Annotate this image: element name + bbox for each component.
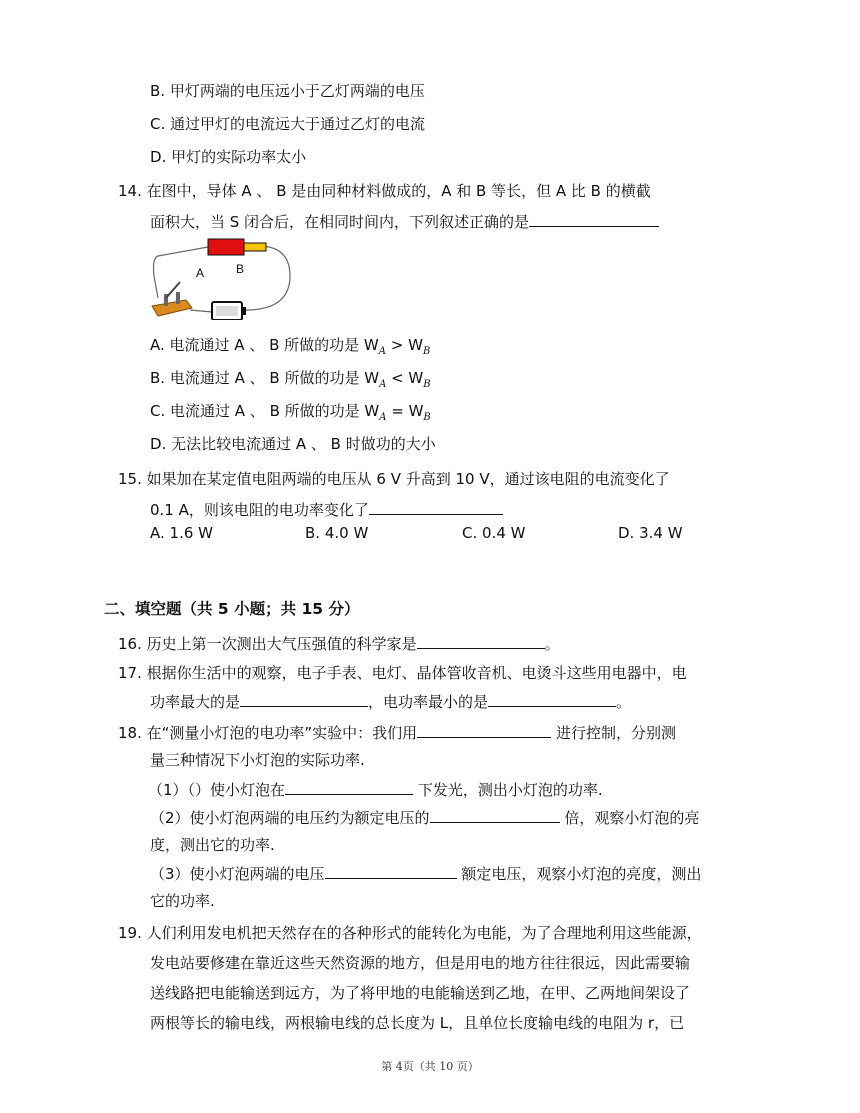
q16-answer-blank[interactable] bbox=[417, 632, 545, 649]
q14-option-a-sub2: B bbox=[422, 346, 431, 357]
q17-blank-min[interactable] bbox=[488, 690, 616, 707]
q18-text-a: 18. 在“测量小灯泡的电功率”实验中：我们用 bbox=[118, 724, 418, 742]
wire-bottom bbox=[190, 310, 212, 312]
q18-text-b: 进行控制，分别测 bbox=[551, 724, 676, 742]
circuit-figure bbox=[150, 236, 296, 320]
q14-option-b[interactable] bbox=[150, 367, 431, 396]
q19-line3: 送线路把电能输送到远方，为了将甲地的电能输送到乙地，在甲、乙两地间架设了 bbox=[150, 984, 691, 1002]
q18-step2-text-b: 倍，观察小灯泡的亮 bbox=[559, 809, 700, 827]
q18-step3-text-b: 额定电压，观察小灯泡的亮度，测出 bbox=[456, 865, 702, 883]
q14-option-b-sub2: B bbox=[423, 379, 431, 390]
q16-line bbox=[118, 632, 560, 655]
q18-step1-text-b: 下发光，测出小灯泡的功率. bbox=[413, 781, 603, 799]
q15-line1: 15. 如果加在某定值电阻两端的电压从 6 V 升高到 10 V，通过该电阻的电流变化了 bbox=[118, 470, 670, 488]
q15-option-d[interactable]: D. 3.4 W bbox=[618, 524, 683, 542]
q17-text-b: ，电功率最小的是 bbox=[368, 693, 489, 711]
q17-line1: 17. 根据你生活中的观察，电子手表、电灯、晶体管收音机、电烫斗这些用电器中，电 bbox=[118, 664, 687, 682]
q14-line2-text: 面积大，当 S 闭合后，在相同时间内，下列叙述正确的是 bbox=[150, 213, 530, 231]
q14-option-a-rel: > W bbox=[386, 336, 423, 354]
q18-step2-cont: 度，测出它的功率. bbox=[150, 836, 275, 854]
q15-line2 bbox=[150, 498, 503, 521]
q19-line2: 发电站要修建在靠近这些天然资源的地方，但是用电的地方往往很远，因此需要输 bbox=[150, 954, 691, 972]
q17-blank-max[interactable] bbox=[240, 690, 368, 707]
q15-option-a[interactable]: A. 1.6 W bbox=[150, 524, 213, 542]
q14-option-b-sub1: A bbox=[379, 379, 387, 390]
q18-step1-text-a: （1）（）使小灯泡在 bbox=[148, 781, 286, 799]
q14-option-a[interactable] bbox=[150, 334, 430, 363]
q18-line2: 量三种情况下小灯泡的实际功率. bbox=[150, 751, 365, 769]
wire-right bbox=[246, 246, 290, 310]
q18-step3 bbox=[150, 862, 701, 885]
q16-text: 16. 历史上第一次测出大气压强值的科学家是 bbox=[118, 635, 417, 653]
q18-step3-text-a: （3）使小灯泡两端的电压 bbox=[150, 865, 325, 883]
q16-end: 。 bbox=[544, 635, 560, 653]
q14-answer-blank[interactable] bbox=[529, 210, 659, 227]
q17-text-a: 功率最大的是 bbox=[150, 693, 241, 711]
q19-line4: 两根等长的输电线，两根输电线的总长度为 L，且单位长度输电线的电阻为 r，已 bbox=[150, 1014, 685, 1032]
q19-line1: 19. 人们利用发电机把天然存在的各种形式的能转化为电能，为了合理地利用这些能源， bbox=[118, 924, 702, 942]
q14-option-c-sub2: B bbox=[423, 412, 431, 423]
q14-option-a-sub1: A bbox=[378, 346, 386, 357]
q18-step2 bbox=[150, 806, 699, 829]
q17-line2 bbox=[150, 690, 631, 713]
q15-option-c[interactable]: C. 0.4 W bbox=[462, 524, 526, 542]
prev-option-d: D. 甲灯的实际功率太小 bbox=[150, 148, 307, 166]
q14-option-b-rel: < W bbox=[386, 369, 424, 387]
q14-line2 bbox=[150, 210, 659, 233]
q14-line1: 14. 在图中，导体 A 、 B 是由同种材料做成的，A 和 B 等长，但 A 比 B 的横截 bbox=[118, 182, 651, 200]
q14-option-d[interactable]: D. 无法比较电流通过 A 、 B 时做功的大小 bbox=[150, 435, 436, 453]
label-b: B bbox=[236, 262, 245, 276]
q14-option-b-text: B. 电流通过 A 、 B 所做的功是 W bbox=[150, 369, 380, 387]
q18-line1 bbox=[118, 721, 676, 744]
conductor-a bbox=[208, 239, 244, 255]
q14-option-c-rel: = W bbox=[386, 402, 424, 420]
switch-s bbox=[152, 282, 192, 316]
battery bbox=[212, 302, 246, 320]
section-heading: 二、填空题（共 5 小题；共 15 分） bbox=[104, 600, 360, 618]
page-footer: 第 4页（共 10 页） bbox=[381, 1060, 479, 1073]
label-a: A bbox=[196, 266, 205, 280]
q18-blank-control[interactable] bbox=[417, 721, 551, 738]
q15-answer-blank[interactable] bbox=[369, 498, 503, 515]
q17-text-c: 。 bbox=[616, 693, 632, 711]
q14-option-c-sub1: A bbox=[379, 412, 387, 423]
prev-option-b: B. 甲灯两端的电压远小于乙灯两端的电压 bbox=[150, 82, 425, 100]
q18-blank-step3[interactable] bbox=[325, 862, 457, 879]
q18-step3-cont: 它的功率. bbox=[150, 892, 215, 910]
q14-option-a-text: A. 电流通过 A 、 B 所做的功是 W bbox=[150, 336, 379, 354]
q15-line2-text: 0.1 A，则该电阻的电功率变化了 bbox=[150, 501, 369, 519]
q15-option-b[interactable]: B. 4.0 W bbox=[305, 524, 369, 542]
conductor-b bbox=[244, 243, 266, 251]
q18-blank-step2[interactable] bbox=[430, 806, 560, 823]
q14-option-c-text: C. 电流通过 A 、 B 所做的功是 W bbox=[150, 402, 380, 420]
prev-option-c: C. 通过甲灯的电流远大于通过乙灯的电流 bbox=[150, 115, 426, 133]
q18-step2-text-a: （2）使小灯泡两端的电压约为额定电压的 bbox=[150, 809, 430, 827]
q14-option-c[interactable] bbox=[150, 400, 431, 429]
q18-step1 bbox=[148, 778, 603, 801]
q18-blank-step1[interactable] bbox=[285, 778, 413, 795]
